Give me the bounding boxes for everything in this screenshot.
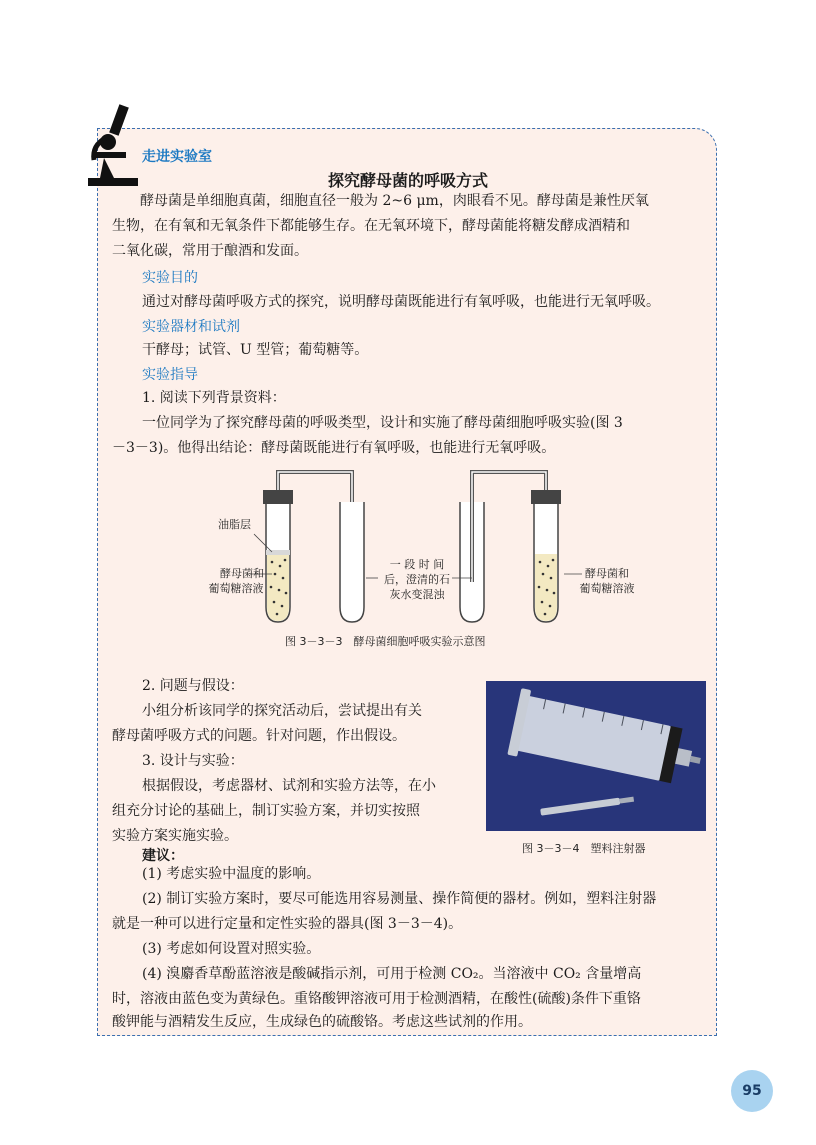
step3-line-2: 组充分讨论的基础上，制订实验方案，并切实按照 [112, 803, 420, 819]
purpose-text: 通过对酵母菌呼吸方式的探究，说明酵母菌既能进行有氧呼吸，也能进行无氧呼吸。 [142, 294, 660, 310]
step3-heading: 3. 设计与实验： [142, 753, 244, 769]
suggestion-2-line-1: (2) 制订实验方案时，要尽可能选用容易测量、操作简便的器材。例如，塑料注射器 [142, 891, 657, 907]
label-middle-2: 后，澄清的石 [384, 573, 450, 586]
step2-line-1: 小组分析该同学的探究活动后，尝试提出有关 [142, 703, 422, 719]
label-yeast-left-2: 葡萄糖溶液 [208, 582, 264, 595]
intro-line-2: 生物，在有氧和无氧条件下都能够生存。在无氧环境下，酵母菌能将糖发酵成酒精和 [112, 218, 630, 234]
label-middle-3: 灰水变混浊 [389, 588, 445, 601]
step3-line-3: 实验方案实施实验。 [112, 828, 238, 844]
step2-heading: 2. 问题与假设： [142, 678, 244, 694]
guide-heading: 实验指导 [142, 367, 198, 383]
suggestion-4-line-2: 时，溶液由蓝色变为黄绿色。重铬酸钾溶液可用于检测酒精，在酸性(硫酸)条件下重铬 [112, 991, 641, 1007]
section-label: 走进实验室 [142, 149, 212, 165]
label-oil-layer: 油脂层 [218, 518, 251, 531]
materials-text: 干酵母；试管、U 型管；葡萄糖等。 [142, 342, 369, 358]
plastic-syringe-photo [486, 681, 706, 831]
figure-3-3-3-caption: 图 3－3－3 酵母菌细胞呼吸实验示意图 [285, 635, 486, 648]
step1-heading: 1. 阅读下列背景资料： [142, 390, 286, 406]
step3-line-1: 根据假设，考虑器材、试剂和实验方法等，在小 [142, 778, 436, 794]
label-yeast-right-1: 酵母菌和 [585, 567, 629, 580]
suggestion-heading: 建议： [142, 848, 184, 864]
label-yeast-right-2: 葡萄糖溶液 [579, 582, 635, 595]
intro-line-3: 二氧化碳，常用于酿酒和发面。 [112, 243, 308, 259]
suggestion-2-line-2: 就是一种可以进行定量和定性实验的器具(图 3－3－4)。 [112, 916, 463, 932]
suggestion-1: (1) 考虑实验中温度的影响。 [142, 866, 321, 882]
suggestion-4-line-1: (4) 溴麝香草酚蓝溶液是酸碱指示剂，可用于检测 CO₂。当溶液中 CO₂ 含量增高 [142, 966, 642, 982]
materials-heading: 实验器材和试剂 [142, 319, 240, 335]
step1-line-2: －3－3)。他得出结论：酵母菌既能进行有氧呼吸，也能进行无氧呼吸。 [112, 440, 556, 456]
label-yeast-left-1: 酵母菌和 [220, 567, 264, 580]
page-title: 探究酵母菌的呼吸方式 [327, 171, 488, 190]
figure-3-3-4-caption: 图 3－3－4 塑料注射器 [522, 842, 646, 855]
purpose-heading: 实验目的 [142, 270, 198, 286]
step1-line-1: 一位同学为了探究酵母菌的呼吸类型，设计和实施了酵母菌细胞呼吸实验(图 3 [142, 415, 623, 431]
intro-line-1: 酵母菌是单细胞真菌，细胞直径一般为 2~6 μm，肉眼看不见。酵母菌是兼性厌氧 [140, 193, 649, 209]
page-number: 95 [731, 1070, 773, 1112]
suggestion-4-line-3: 酸钾能与酒精发生反应，生成绿色的硫酸铬。考虑这些试剂的作用。 [112, 1014, 532, 1030]
label-middle-1: 一 段 时 间 [389, 558, 445, 571]
step2-line-2: 酵母菌呼吸方式的问题。针对问题，作出假设。 [112, 728, 406, 744]
suggestion-3: (3) 考虑如何设置对照实验。 [142, 941, 321, 957]
